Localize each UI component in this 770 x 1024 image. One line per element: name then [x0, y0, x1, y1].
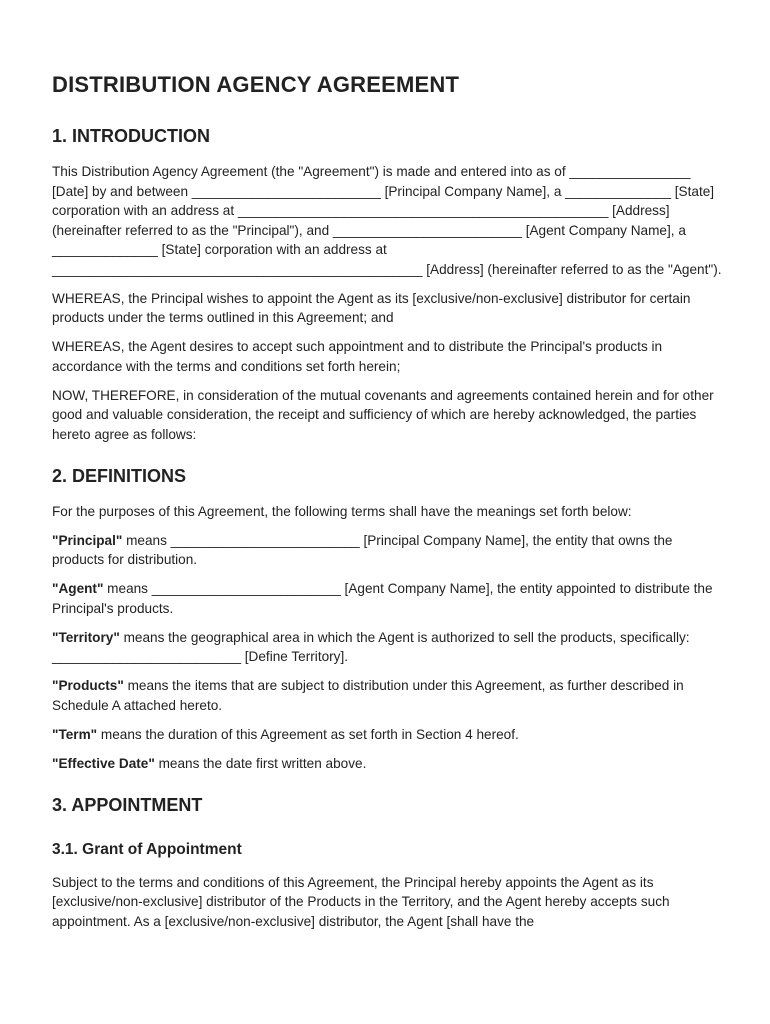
definition-term: "Agent": [52, 581, 104, 596]
definition-item: [52, 754, 722, 774]
definition-term: "Term": [52, 726, 98, 742]
definition-text: means the geographical area in which the Agent is authorized to sell the products, specifically: _________________________ [Define Territory].: [52, 629, 690, 664]
document-title: DISTRIBUTION AGENCY AGREEMENT: [52, 72, 460, 97]
definition-item: [52, 579, 722, 618]
definitions-intro: For the purposes of this Agreement, the following terms shall have the meanings set forth below:: [52, 503, 632, 519]
definition-term: "Principal": [52, 532, 123, 548]
definition-item: [52, 531, 722, 570]
definition-text: means the items that are subject to distribution under this Agreement, as further described in Schedule A attached hereto.: [52, 678, 684, 713]
definition-text: means the date first written above.: [154, 755, 367, 771]
definition-text: means _________________________ [Agent Company Name], the entity appointed to distribute the Principal's products.: [52, 581, 713, 616]
document-page: [52, 70, 722, 941]
intro-paragraph-1: This Distribution Agency Agreement (the "Agreement") is made and entered into as of ________________ [Date] by and between _________________________ [Principal Company Name], a ______________ [State] corporation with an address at _________________________________________________ [Address] (hereinafter referred to as the "Principal"), and _________________________ [Agent Company Name], a ______________ [State] corporation with an address at _________________________________________________ [Address] (hereinafter referred to as the "Agent").: [52, 164, 722, 277]
definition-term: "Territory": [52, 629, 120, 645]
definition-term: "Products": [52, 678, 124, 693]
definition-text: means _________________________ [Principal Company Name], the entity that owns the products for distribution.: [52, 532, 673, 567]
intro-paragraph-4: NOW, THEREFORE, in consideration of the mutual covenants and agreements contained herein and for other good and valuable consideration, the receipt and sufficiency of which are hereby acknowledged, the parties hereto agree as follows:: [52, 387, 714, 442]
definition-item: [52, 628, 722, 667]
section-heading-appointment: 3. APPOINTMENT: [52, 794, 203, 815]
definition-item: [52, 725, 722, 745]
intro-paragraph-3: WHEREAS, the Agent desires to accept such appointment and to distribute the Principal's products in accordance with the terms and conditions set forth herein;: [52, 339, 663, 374]
intro-paragraph-2: WHEREAS, the Principal wishes to appoint the Agent as its [exclusive/non-exclusive] distributor for certain products under the terms outlined in this Agreement; and: [52, 290, 691, 325]
definition-text: means the duration of this Agreement as set forth in Section 4 hereof.: [97, 726, 519, 742]
subsection-heading-grant: 3.1. Grant of Appointment: [52, 840, 242, 858]
definition-item: [52, 676, 722, 715]
appointment-paragraph-1: Subject to the terms and conditions of this Agreement, the Principal hereby appoints the Agent as its [exclusive/non-exclusive] distributor of the Products in the Territory, and the Agent hereby accepts such appointment. As a [exclusive/non-exclusive] distributor, the Agent [shall have the: [52, 874, 670, 929]
section-heading-introduction: 1. INTRODUCTION: [52, 126, 211, 146]
section-heading-definitions: 2. DEFINITIONS: [52, 465, 187, 486]
definition-term: "Effective Date": [52, 755, 155, 771]
